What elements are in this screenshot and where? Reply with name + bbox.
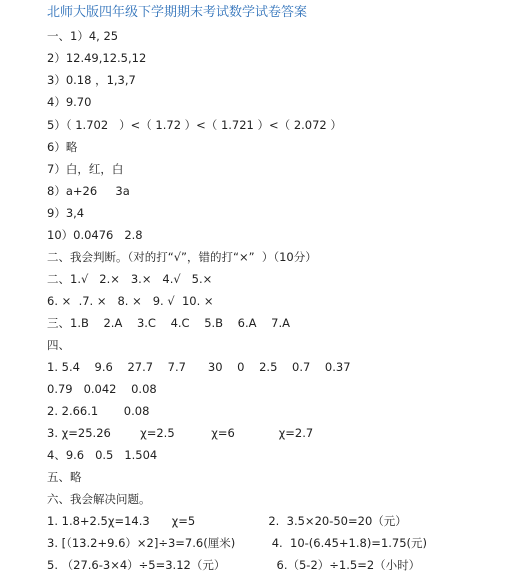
answer-line-13: 6. × .7. × 8. × 9. √ 10. × xyxy=(47,294,214,308)
answer-line-1: 一、1）4, 25 xyxy=(47,29,119,43)
section-six-heading: 六、我会解决问题。 xyxy=(47,492,151,506)
answer-line-4: 4）9.70 xyxy=(47,95,92,109)
answer-line-17: 0.79 0.042 0.08 xyxy=(47,382,157,396)
answer-line-5: 5）（ 1.702 ）<（ 1.72 ）<（ 1.721 ）<（ 2.072 ） xyxy=(47,118,342,132)
answer-line-16: 1. 5.4 9.6 27.7 7.7 30 0 2.5 0.7 0.37 xyxy=(47,360,351,374)
answer-line-14: 三、1.B 2.A 3.C 4.C 5.B 6.A 7.A xyxy=(47,316,290,330)
answer-line-2: 2）12.49,12.5,12 xyxy=(47,51,147,65)
document-title: 北师大版四年级下学期期末考试数学试卷答案 xyxy=(47,5,308,20)
answer-line-18: 2. 2.66.1 0.08 xyxy=(47,404,150,418)
answer-line-19: 3. χ=25.26 χ=2.5 χ=6 χ=2.7 xyxy=(47,426,314,440)
answer-line-9: 9）3,4 xyxy=(47,206,85,220)
answer-line-20: 4、9.6 0.5 1.504 xyxy=(47,448,158,462)
answer-line-12: 二、1.√ 2.× 3.× 4.√ 5.× xyxy=(47,272,213,286)
section-five-heading: 五、略 xyxy=(47,470,82,484)
answer-line-10: 10）0.0476 2.8 xyxy=(47,228,143,242)
answer-line-6: 6）略 xyxy=(47,140,78,154)
answer-line-7: 7）白，红，白 xyxy=(47,162,124,176)
answer-line-8: 8）a+26 3a xyxy=(47,184,130,198)
answer-line-3: 3）0.18 ，1,3,7 xyxy=(47,73,136,87)
answer-line-23: 1. 1.8+2.5χ=14.3 χ=5 2. 3.5×20-50=20（元） xyxy=(47,514,407,528)
answer-line-25: 5. （27.6-3×4）÷5=3.12（元） 6.（5-2）÷1.5=2（小时） xyxy=(47,558,421,572)
section-four-heading: 四、 xyxy=(47,338,70,352)
section-two-heading: 二、我会判断。（对的打“√”，错的打“×” ）（10分） xyxy=(47,250,317,264)
answer-line-24: 3. [（13.2+9.6）×2]÷3=7.6(厘米) 4. 10-(6.45+1.8)=1.75(元) xyxy=(47,536,428,550)
